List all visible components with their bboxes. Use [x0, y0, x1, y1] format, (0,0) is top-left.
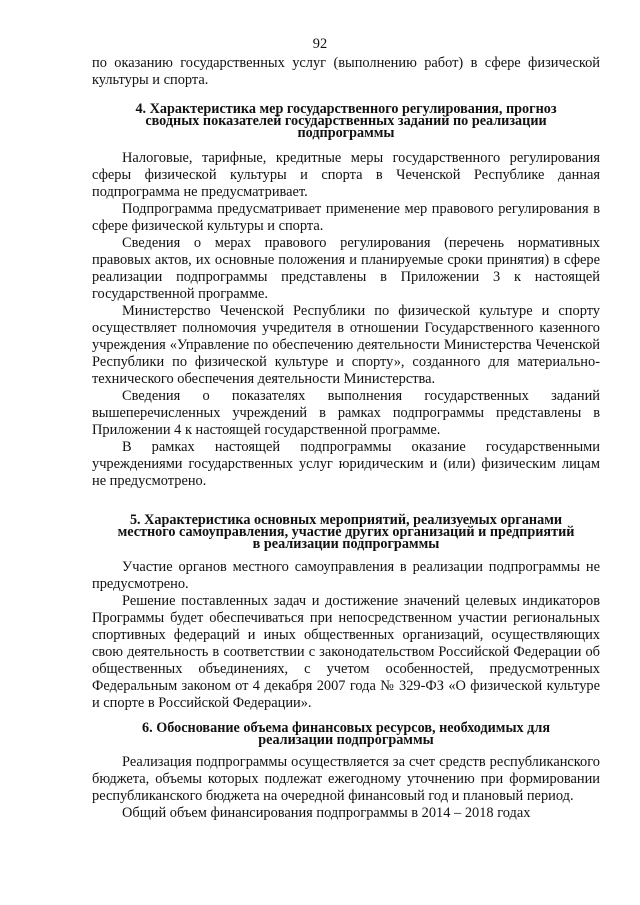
section-5-body [92, 559, 600, 712]
section-4-heading-line: сводных показателей государственных заданий по реализации [145, 113, 547, 129]
section-5-heading-line: 5. Характеристика основных мероприятий, реализуемых органами [129, 512, 563, 528]
section-6-heading [92, 722, 600, 746]
section-5-heading-line: в реализации подпрограммы [252, 536, 440, 552]
section-6-heading-line: 6. Обоснование объема финансовых ресурсов, необходимых для [142, 720, 550, 736]
section-4-paragraph: Сведения о мерах правового регулирования (перечень нормативных правовых актов, их основные положения и планируемые сроки принятия) в сфере реализации подпрограммы представлены в Приложении 3 к настоящей государственной программе. [92, 235, 600, 302]
section-5-heading-line: местного самоуправления, участие других организаций и предприятий [117, 524, 575, 540]
section-4-heading-line: подпрограммы [297, 125, 395, 141]
section-4-body [92, 150, 600, 490]
section-4-heading [92, 103, 600, 139]
section-6-body [92, 754, 600, 822]
section-4-paragraph: В рамках настоящей подпрограммы оказание государственными учреждениями государственных услуг юридическим и (или) физическим лицам не предусмотрено. [92, 439, 600, 489]
section-4-paragraph: Подпрограмма предусматривает применение мер правового регулирования в сфере физической культуры и спорта. [92, 201, 600, 234]
intro-paragraph: по оказанию государственных услуг (выполнению работ) в сфере физической культуры и спорта. [92, 55, 600, 88]
section-5-paragraph: Решение поставленных задач и достижение значений целевых индикаторов Программы будет обеспечиваться при непосредственном участии региональных спортивных федераций и иных общественных организаций, осуществляющих свою деятельность в соответствии с законодательством Российской Федерации об общественных объединениях, с учетом особенностей, предусмотренных Федеральным законом от 4 декабря 2007 года № 329-ФЗ «О физической культуре и спорте в Российской Федерации». [92, 593, 600, 711]
page-number: 92 [312, 36, 328, 52]
section-6-heading-line: реализации подпрограммы [258, 732, 434, 748]
section-6-paragraph: Общий объем финансирования подпрограммы в 2014 – 2018 годах [122, 805, 531, 821]
section-4-heading-line: 4. Характеристика мер государственного регулирования, прогноз [135, 101, 557, 117]
section-6-paragraph: Реализация подпрограммы осуществляется за счет средств республиканского бюджета, объемы которых подлежат ежегодному уточнению при формировании республиканского бюджета на очередной финансовый год и плановый период. [92, 754, 600, 804]
section-4-paragraph: Министерство Чеченской Республики по физической культуре и спорту осуществляет полномочия учредителя в отношении Государственного казенного учреждения «Управление по обеспечению деятельности Министерства Чеченской Республики по физической культуре и спорту», созданного для материально-технического обеспечения деятельности Министерства. [92, 303, 600, 387]
section-4-paragraph: Налоговые, тарифные, кредитные меры государственного регулирования сферы физической культуры и спорта в Чеченской Республике данная подпрограмма не предусматривает. [92, 150, 600, 200]
section-5-paragraph: Участие органов местного самоуправления в реализации подпрограммы не предусмотрено. [92, 559, 600, 592]
section-4-paragraph: Сведения о показателях выполнения государственных заданий вышеперечисленных учреждений в рамках подпрограммы представлены в Приложении 4 к настоящей государственной программе. [92, 388, 600, 438]
section-5-heading [92, 514, 600, 550]
intro-text-block [92, 55, 600, 89]
